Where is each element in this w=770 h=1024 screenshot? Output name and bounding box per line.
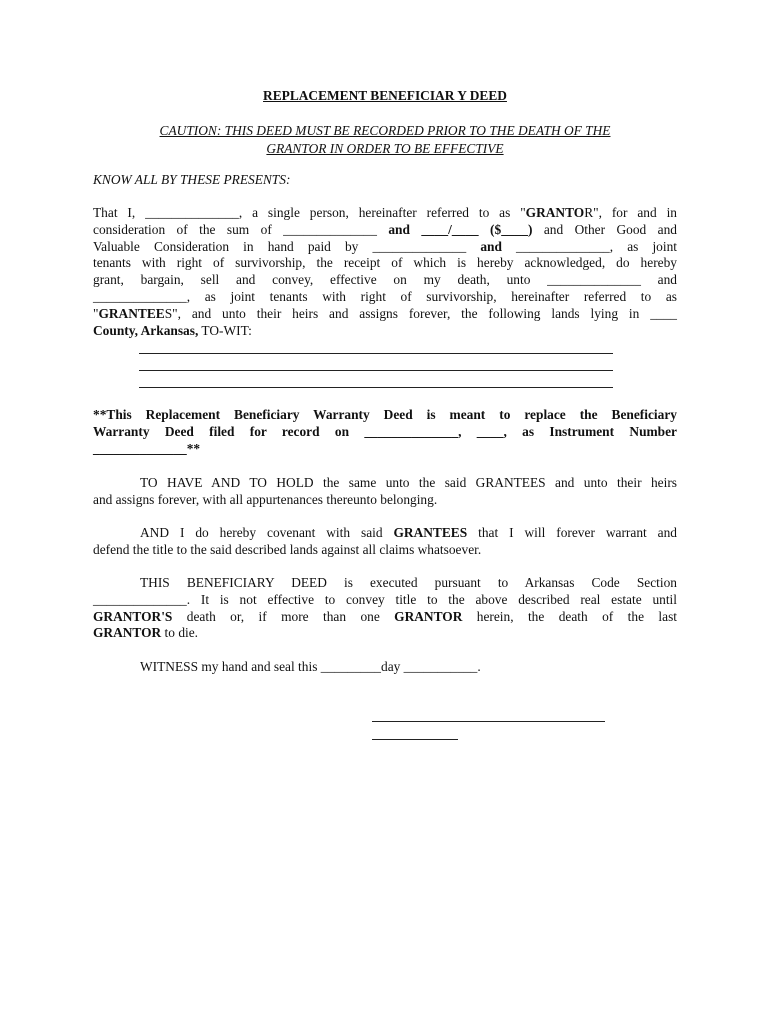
beneficiary-line-3: GRANTOR'S death or, if more than one GRANTOR herein, the death of the last: [93, 608, 677, 624]
beneficiary-line-2: ______________. It is not effective to convey title to the above described real estate until: [93, 591, 677, 607]
grant-line-2: consideration of the sum of ______________ and ____/____ ($____) and Other Good and: [93, 221, 677, 237]
grant-line-4: tenants with right of survivorship, the receipt of which is hereby acknowledged, do hereby: [93, 255, 677, 271]
beneficiary-line-1: THIS BENEFICIARY DEED is executed pursuant to Arkansas Code Section: [140, 575, 677, 590]
witness-paragraph: [93, 659, 677, 676]
legal-description-line-1[interactable]: [139, 353, 613, 354]
habendum-line-2: and assigns forever, with all appurtenances thereunto belonging.: [93, 491, 438, 507]
legal-description-line-2[interactable]: [139, 370, 613, 371]
signature-line[interactable]: [372, 721, 605, 722]
grant-paragraph: [93, 205, 677, 339]
covenant-line-2: defend the title to the said described lands against all claims whatsoever.: [93, 541, 482, 557]
grant-line-5: grant, bargain, sell and convey, effective on my death, unto ______________ and: [93, 272, 677, 288]
caution-line-2: GRANTOR IN ORDER TO BE EFFECTIVE: [266, 140, 504, 156]
caution-notice: [93, 122, 677, 157]
beneficiary-paragraph: [93, 575, 677, 642]
replacement-line-1: **This Replacement Beneficiary Warranty Deed is meant to replace the Beneficiary: [93, 407, 677, 422]
grant-line-7: "GRANTEES", and unto their heirs and assigns forever, the following lands lying in ____: [93, 305, 677, 321]
beneficiary-line-4: GRANTOR to die.: [93, 625, 199, 641]
grant-line-6: ______________, as joint tenants with right of survivorship, hereinafter referred to as: [93, 288, 677, 304]
document-title: REPLACEMENT BENEFICIAR Y DEED: [263, 88, 507, 103]
witness-line: WITNESS my hand and seal this _________day ___________.: [140, 659, 481, 674]
grant-line-3: Valuable Consideration in hand paid by ______________ and ______________, as joint: [93, 238, 677, 254]
grant-line-1: That I, ______________, a single person, hereinafter referred to as "GRANTOR", for and in: [93, 205, 677, 220]
replacement-line-2: Warranty Deed filed for record on ______________, ____, as Instrument Number: [93, 423, 677, 439]
know-all-heading: KNOW ALL BY THESE PRESENTS:: [93, 172, 291, 187]
grant-line-8: County, Arkansas, TO-WIT:: [93, 322, 252, 338]
covenant-paragraph: [93, 525, 677, 559]
legal-description-line-3[interactable]: [139, 387, 613, 388]
signature-line-short[interactable]: [372, 739, 458, 740]
replacement-line-3: ______________**: [93, 440, 201, 456]
caution-line-1: CAUTION: THIS DEED MUST BE RECORDED PRIOR TO THE DEATH OF THE: [159, 123, 611, 138]
habendum-line-1: TO HAVE AND TO HOLD the same unto the said GRANTEES and unto their heirs: [140, 475, 677, 490]
covenant-line-1: AND I do hereby covenant with said GRANTEES that I will forever warrant and: [140, 525, 677, 540]
replacement-paragraph: [93, 407, 677, 457]
habendum-paragraph: [93, 475, 677, 509]
